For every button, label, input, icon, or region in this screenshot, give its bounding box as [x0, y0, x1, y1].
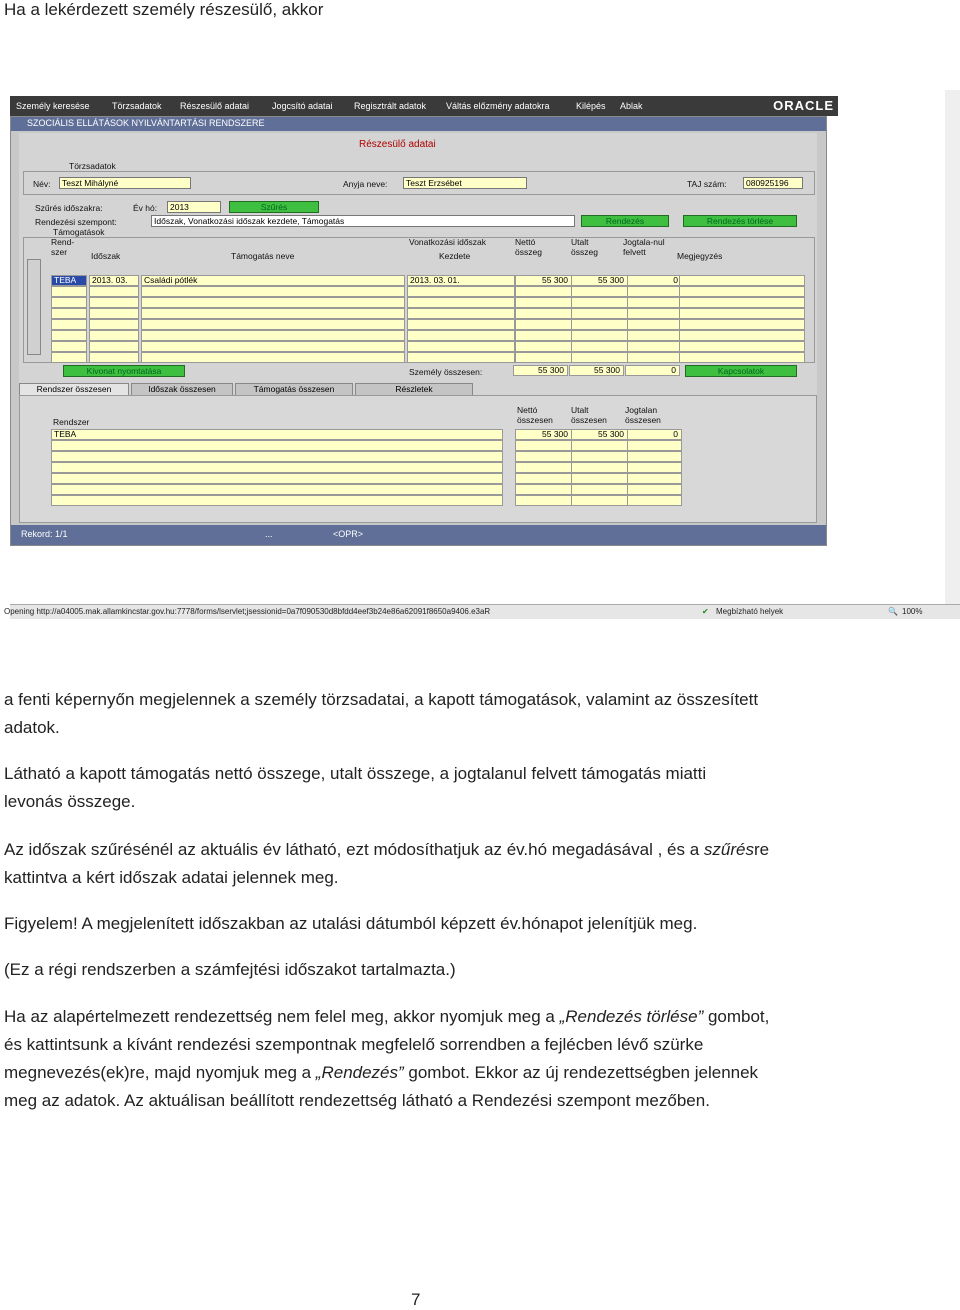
summary-cell-rendszer[interactable] [51, 495, 503, 506]
person-total-label: Személy összesen: [409, 367, 483, 377]
sort-clear-button[interactable]: Rendezés törlése [683, 215, 797, 227]
table-cell-kezdete[interactable] [407, 297, 515, 308]
table-cell-megjegyzes[interactable] [679, 297, 805, 308]
col-header-rendszer[interactable]: Rend-szer [51, 237, 75, 257]
table-cell-netto[interactable] [515, 341, 572, 352]
paragraph-3-line-1 [4, 836, 904, 864]
table-cell-idoszak[interactable] [89, 308, 139, 319]
scrollbar-strip [945, 90, 960, 610]
table-cell-rendszer[interactable] [51, 308, 87, 319]
table-cell-netto[interactable]: 55 300 [515, 275, 572, 286]
menu-reszesulo-adatai[interactable]: Részesülő adatai [180, 101, 250, 111]
person-total-utalt: 55 300 [569, 365, 624, 376]
sort-label: Rendezési szempont: [35, 217, 117, 227]
table-cell-kezdete[interactable] [407, 308, 515, 319]
page-number: 7 [411, 1290, 421, 1309]
table-cell-utalt[interactable] [571, 352, 628, 363]
table-cell-tamogatas[interactable] [141, 352, 405, 363]
p3-suffix: re [753, 840, 770, 859]
table-cell-rendszer[interactable] [51, 341, 87, 352]
menu-ablak[interactable]: Ablak [620, 101, 643, 111]
menu-kilepes[interactable]: Kilépés [576, 101, 606, 111]
table-cell-idoszak[interactable] [89, 352, 139, 363]
summary-cell-jogtalan[interactable] [627, 440, 682, 451]
table-cell-netto[interactable] [515, 297, 572, 308]
table-scrollbar[interactable] [27, 259, 41, 355]
table-cell-rendszer[interactable]: TEBA [51, 275, 87, 286]
p3-italic: szűrés [703, 840, 754, 859]
p6-text: Ha az alapértelmezett rendezettség nem felel meg, akkor nyomjuk meg a [4, 1007, 560, 1026]
sum-header-rendszer: Rendszer [53, 417, 90, 427]
summary-cell-netto[interactable] [515, 462, 572, 473]
col-header-tamogatas[interactable]: Támogatás neve [231, 251, 295, 261]
print-button[interactable]: Kivonat nyomtatása [63, 365, 185, 377]
table-cell-jogtalan[interactable] [627, 297, 682, 308]
summary-cell-jogtalan[interactable] [627, 484, 682, 495]
table-cell-jogtalan[interactable] [627, 308, 682, 319]
taj-label: TAJ szám: [687, 179, 727, 189]
paragraph-6-line-1 [4, 1003, 904, 1031]
menu-bar [10, 96, 838, 116]
summary-cell-netto[interactable] [515, 473, 572, 484]
summary-cell-netto[interactable] [515, 451, 572, 462]
browser-status-bar [4, 604, 960, 619]
table-cell-tamogatas[interactable] [141, 341, 405, 352]
summary-cell-netto[interactable] [515, 440, 572, 451]
menu-jogcsito-adatai[interactable]: Jogcsító adatai [272, 101, 333, 111]
table-cell-kezdete[interactable] [407, 319, 515, 330]
table-cell-idoszak[interactable] [89, 319, 139, 330]
table-cell-tamogatas[interactable] [141, 319, 405, 330]
p6-line3-text: megnevezés(ek)re, majd nyomjuk meg a [4, 1063, 316, 1082]
page-heading: Ha a lekérdezett személy részesülő, akkor [4, 0, 324, 19]
year-field[interactable]: 2013 [167, 201, 221, 213]
table-cell-kezdete[interactable]: 2013. 03. 01. [407, 275, 515, 286]
form-body [19, 133, 817, 523]
table-cell-megjegyzes[interactable] [679, 308, 805, 319]
table-cell-jogtalan[interactable]: 0 [627, 275, 682, 286]
summary-cell-netto[interactable]: 55 300 [515, 429, 572, 440]
summary-cell-rendszer[interactable] [51, 440, 503, 451]
summary-cell-netto[interactable] [515, 484, 572, 495]
summary-cell-jogtalan[interactable] [627, 451, 682, 462]
record-counter: Rekord: 1/1 [21, 529, 68, 539]
table-cell-rendszer[interactable] [51, 319, 87, 330]
table-cell-netto[interactable] [515, 308, 572, 319]
summary-cell-rendszer[interactable] [51, 473, 503, 484]
paragraph-6 [4, 1003, 904, 1115]
table-cell-kezdete[interactable] [407, 286, 515, 297]
table-cell-netto[interactable] [515, 352, 572, 363]
summary-cell-jogtalan[interactable] [627, 462, 682, 473]
summary-cell-utalt[interactable] [571, 473, 628, 484]
record-status-bar [11, 525, 826, 545]
form-title: Részesülő adatai [359, 139, 436, 150]
mother-label: Anyja neve: [343, 179, 388, 189]
table-cell-jogtalan[interactable] [627, 352, 682, 363]
table-cell-jogtalan[interactable] [627, 341, 682, 352]
browser-status-text: Opening http://a04005.mak.allamkincstar.gov.hu:7778/forms/lservlet;jsessionid=0a7f090530d8bfdd4eef3b24e86a62091f8650a9406.e3aR [4, 607, 491, 616]
table-cell-utalt[interactable] [571, 297, 628, 308]
col-header-utalt[interactable]: Utalt összeg [571, 237, 598, 257]
contacts-button[interactable]: Kapcsolatok [685, 365, 797, 377]
opr-indicator: <OPR> [333, 529, 364, 539]
check-icon: ✔ [702, 607, 709, 616]
zoom-icon[interactable]: 🔍 [888, 607, 898, 616]
table-cell-idoszak[interactable] [89, 297, 139, 308]
summary-cell-jogtalan[interactable] [627, 495, 682, 506]
table-cell-jogtalan[interactable] [627, 330, 682, 341]
table-cell-megjegyzes[interactable] [679, 341, 805, 352]
menu-regisztralt-adatok[interactable]: Regisztrált adatok [354, 101, 427, 111]
paragraph-6-line-4: meg az adatok. Az aktuálisan beállított rendezettség látható a Rendezési szempont mezőben. [4, 1091, 710, 1110]
table-cell-megjegyzes[interactable] [679, 319, 805, 330]
application-screenshot [4, 96, 923, 616]
col-header-megjegyzes[interactable]: Megjegyzés [677, 251, 723, 261]
oracle-logo: ORACLE [773, 98, 834, 113]
table-cell-jogtalan[interactable] [627, 286, 682, 297]
table-cell-tamogatas[interactable]: Családi pótlék [141, 275, 405, 286]
paragraph-1-line-1: a fenti képernyőn megjelennek a személy törzsadatai, a kapott támogatások, valamint az összesített [4, 690, 759, 709]
summary-cell-utalt[interactable] [571, 440, 628, 451]
name-label: Név: [33, 179, 51, 189]
col-header-kezdete[interactable]: Kezdete [439, 251, 471, 261]
table-cell-kezdete[interactable] [407, 330, 515, 341]
sum-header-netto: Nettó összesen [517, 405, 553, 425]
window-title: SZOCIÁLIS ELLÁTÁSOK NYILVÁNTARTÁSI RENDSZERE [27, 118, 265, 128]
table-cell-netto[interactable] [515, 319, 572, 330]
p6-line3-suffix: gombot. Ekkor az új rendezettségben jelennek [403, 1063, 759, 1082]
summary-cell-utalt[interactable] [571, 495, 628, 506]
table-cell-megjegyzes[interactable] [679, 275, 805, 286]
table-cell-netto[interactable] [515, 330, 572, 341]
paragraph-4: Figyelem! A megjelenített időszakban az utalási dátumból képzett év.hónapot jelenítjük meg. [4, 914, 698, 933]
person-total-jogtalan: 0 [625, 365, 680, 376]
torzsadatok-label: Törzsadatok [69, 161, 116, 171]
table-cell-utalt[interactable] [571, 319, 628, 330]
paragraph-2-line-2: levonás összege. [4, 792, 136, 811]
paragraph-6-line-2: és kattintsunk a kívánt rendezési szempontnak megfelelő sorrendben a fejlécben lévő szürke [4, 1035, 704, 1054]
paragraph-6-line-3 [4, 1059, 904, 1087]
name-field[interactable]: Teszt Mihályné [59, 177, 191, 189]
summary-cell-rendszer[interactable] [51, 462, 503, 473]
table-cell-jogtalan[interactable] [627, 319, 682, 330]
table-cell-rendszer[interactable] [51, 352, 87, 363]
mother-field[interactable]: Teszt Erzsébet [403, 177, 527, 189]
menu-torzsadatok[interactable]: Törzsadatok [112, 101, 162, 111]
sum-header-jogtalan: Jogtalan összesen [625, 405, 661, 425]
summary-cell-rendszer[interactable] [51, 484, 503, 495]
summary-cell-rendszer[interactable]: TEBA [51, 429, 503, 440]
table-cell-utalt[interactable] [571, 330, 628, 341]
table-cell-kezdete[interactable] [407, 352, 515, 363]
sum-header-utalt: Utalt összesen [571, 405, 607, 425]
table-cell-utalt[interactable] [571, 341, 628, 352]
table-cell-kezdete[interactable] [407, 341, 515, 352]
table-cell-netto[interactable] [515, 286, 572, 297]
paragraph-2-line-1: Látható a kapott támogatás nettó összege, utalt összege, a jogtalanul felvett támogatás miatti [4, 764, 707, 783]
paragraph-3-line-2: kattintva a kért időszak adatai jelennek meg. [4, 868, 339, 887]
paragraph-5: (Ez a régi rendszerben a számfejtési időszakot tartalmazta.) [4, 960, 456, 979]
filter-label: Szűrés időszakra: [35, 203, 103, 213]
table-cell-utalt[interactable]: 55 300 [571, 275, 628, 286]
summary-cell-jogtalan[interactable] [627, 473, 682, 484]
summary-cell-utalt[interactable] [571, 451, 628, 462]
paragraph-2 [4, 760, 904, 816]
menu-valtas[interactable]: Váltás előzmény adatokra [446, 101, 550, 111]
p6-italic: „Rendezés törlése” [559, 1007, 704, 1026]
table-cell-utalt[interactable] [571, 286, 628, 297]
form-window [10, 116, 827, 546]
summary-cell-utalt[interactable] [571, 484, 628, 495]
tab-idoszak-osszesen[interactable]: Időszak összesen [131, 383, 233, 396]
sort-button[interactable]: Rendezés [581, 215, 669, 227]
person-total-netto: 55 300 [513, 365, 568, 376]
table-cell-idoszak[interactable] [89, 286, 139, 297]
year-label: Év hó: [133, 203, 158, 213]
table-cell-rendszer[interactable] [51, 286, 87, 297]
summary-cell-utalt[interactable]: 55 300 [571, 429, 628, 440]
summary-cell-netto[interactable] [515, 495, 572, 506]
paragraph-1 [4, 686, 904, 742]
p6-suffix: gombot, [703, 1007, 770, 1026]
record-dots: ... [265, 529, 273, 539]
table-cell-tamogatas[interactable] [141, 308, 405, 319]
p3-text: Az időszak szűrésénél az aktuális év látható, ezt módosíthatjuk az év.hó megadásával , és a [4, 840, 704, 859]
filter-button[interactable]: Szűrés [229, 201, 319, 213]
table-cell-utalt[interactable] [571, 308, 628, 319]
menu-szemely-keresese[interactable]: Személy keresése [16, 101, 90, 111]
tab-rendszer-osszesen[interactable]: Rendszer összesen [19, 383, 129, 396]
tab-reszletek[interactable]: Részletek [355, 383, 473, 396]
paragraph-3 [4, 836, 904, 892]
table-cell-megjegyzes[interactable] [679, 330, 805, 341]
table-cell-idoszak[interactable]: 2013. 03. [89, 275, 139, 286]
sort-field[interactable]: Időszak, Vonatkozási időszak kezdete, Támogatás [151, 215, 575, 227]
table-cell-idoszak[interactable] [89, 330, 139, 341]
table-cell-rendszer[interactable] [51, 297, 87, 308]
table-cell-rendszer[interactable] [51, 330, 87, 341]
taj-field[interactable]: 080925196 [743, 177, 803, 189]
tab-tamogatas-osszesen[interactable]: Támogatás összesen [235, 383, 353, 396]
zoom-level[interactable]: 100% [902, 607, 923, 616]
p6-line3-italic: „Rendezés” [315, 1063, 404, 1082]
table-cell-megjegyzes[interactable] [679, 352, 805, 363]
summary-cell-utalt[interactable] [571, 462, 628, 473]
col-header-netto[interactable]: Nettó összeg [515, 237, 542, 257]
summary-cell-jogtalan[interactable]: 0 [627, 429, 682, 440]
table-cell-megjegyzes[interactable] [679, 286, 805, 297]
col-header-vonatkozasi: Vonatkozási időszak [409, 237, 487, 247]
table-cell-tamogatas[interactable] [141, 286, 405, 297]
summary-cell-rendszer[interactable] [51, 451, 503, 462]
col-header-idoszak[interactable]: Időszak [91, 251, 121, 261]
col-header-jogtalan[interactable]: Jogtala-nul felvett [623, 237, 665, 257]
table-cell-tamogatas[interactable] [141, 330, 405, 341]
trusted-zone: Megbízható helyek [716, 607, 784, 616]
window-titlebar [11, 117, 826, 131]
table-cell-idoszak[interactable] [89, 341, 139, 352]
support-group-label: Támogatások [53, 227, 105, 237]
paragraph-1-line-2: adatok. [4, 718, 60, 737]
table-cell-tamogatas[interactable] [141, 297, 405, 308]
